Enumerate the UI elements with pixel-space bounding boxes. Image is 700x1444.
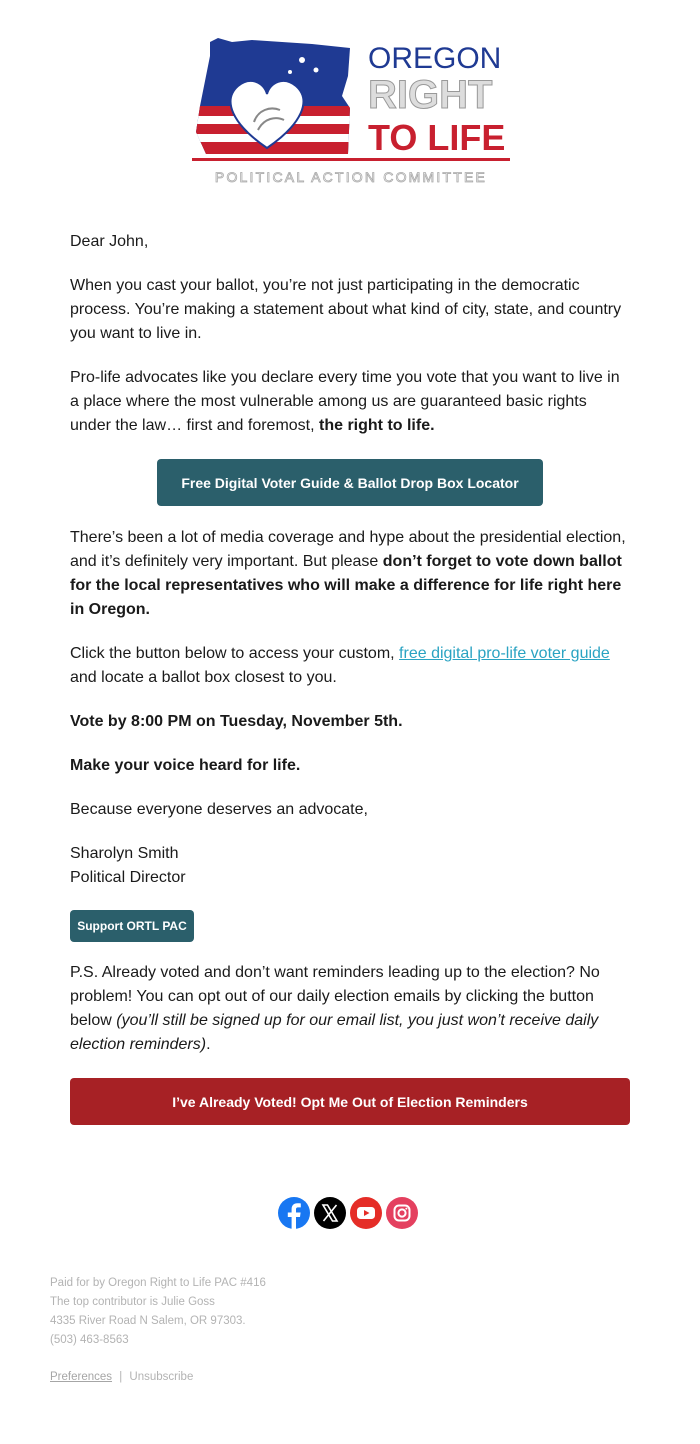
signer-title: Political Director <box>70 869 186 886</box>
greeting: Dear John, <box>70 233 149 250</box>
vote-deadline: Vote by 8:00 PM on Tuesday, November 5th. <box>70 713 403 730</box>
unsubscribe-link[interactable]: Unsubscribe <box>129 1371 194 1383</box>
logo-line3: TO LIFE <box>368 117 506 158</box>
postscript-text: P.S. Already voted and don’t want reminders leading up to the election? No problem! You can opt out of our daily election emails by clicking the button below <box>70 964 600 1029</box>
signer-name: Sharolyn Smith <box>70 845 179 862</box>
right-to-life-emphasis: the right to life. <box>319 417 435 434</box>
down-ballot-emphasis: don’t forget to vote down ballot for the local representatives who will make a difference for life right here in Oregon. <box>70 553 622 618</box>
closing: Because everyone deserves an advocate, <box>70 801 368 818</box>
footer-address: 4335 River Road N Salem, OR 97303. <box>50 1315 246 1327</box>
logo-tagline: POLITICAL ACTION COMMITTEE <box>214 169 488 185</box>
instagram-icon[interactable] <box>386 1197 418 1229</box>
social-links <box>278 1197 420 1229</box>
paragraph-ballot: When you cast your ballot, you’re not just participating in the democratic process. You’re making a statement about what kind of city, state, and country you want to live in. <box>70 277 622 342</box>
ortl-pac-logo <box>192 36 510 188</box>
paragraph-down-ballot <box>70 526 632 622</box>
footer-top-contributor: The top contributor is Julie Goss <box>50 1296 215 1308</box>
postscript <box>70 961 632 1057</box>
voice-heard: Make your voice heard for life. <box>70 757 301 774</box>
voter-guide-text-before: Click the button below to access your custom, <box>70 645 400 662</box>
footer-paid-for: Paid for by Oregon Right to Life PAC #416 <box>50 1277 266 1289</box>
paragraph-advocates-text: Pro-life advocates like you declare every time you vote that you want to live in a place where the most vulnerable among us are guaranteed basic rights under the law… first and foremost, <box>70 369 620 434</box>
footer-links <box>50 1368 193 1387</box>
voter-guide-button[interactable]: Free Digital Voter Guide & Ballot Drop Box Locator <box>157 459 543 506</box>
logo-line2: RIGHT <box>368 73 493 117</box>
opt-out-button[interactable]: I’ve Already Voted! Opt Me Out of Election Reminders <box>70 1078 630 1125</box>
paragraph-voter-guide <box>70 642 632 690</box>
voter-guide-link[interactable]: free digital pro-life voter guide <box>399 645 610 662</box>
support-ortl-pac-button[interactable]: Support ORTL PAC <box>70 910 194 942</box>
postscript-italic: (you’ll still be signed up for our email list, you just won’t receive daily election reminders) <box>70 1012 599 1053</box>
logo-line1: OREGON <box>368 42 502 75</box>
postscript-end: . <box>206 1036 211 1053</box>
voter-guide-text-after: and locate a ballot box closest to you. <box>70 669 337 686</box>
facebook-icon[interactable] <box>278 1197 310 1229</box>
preferences-link[interactable]: Preferences <box>50 1371 113 1383</box>
paragraph-advocates <box>70 366 632 438</box>
x-icon[interactable] <box>314 1197 346 1229</box>
paragraph-down-ballot-text: There’s been a lot of media coverage and hype about the presidential election, and it’s definitely very important. But please <box>70 529 626 570</box>
youtube-icon[interactable] <box>350 1197 382 1229</box>
footer-phone: (503) 463-8563 <box>50 1334 129 1346</box>
footer-separator: | <box>119 1371 123 1383</box>
